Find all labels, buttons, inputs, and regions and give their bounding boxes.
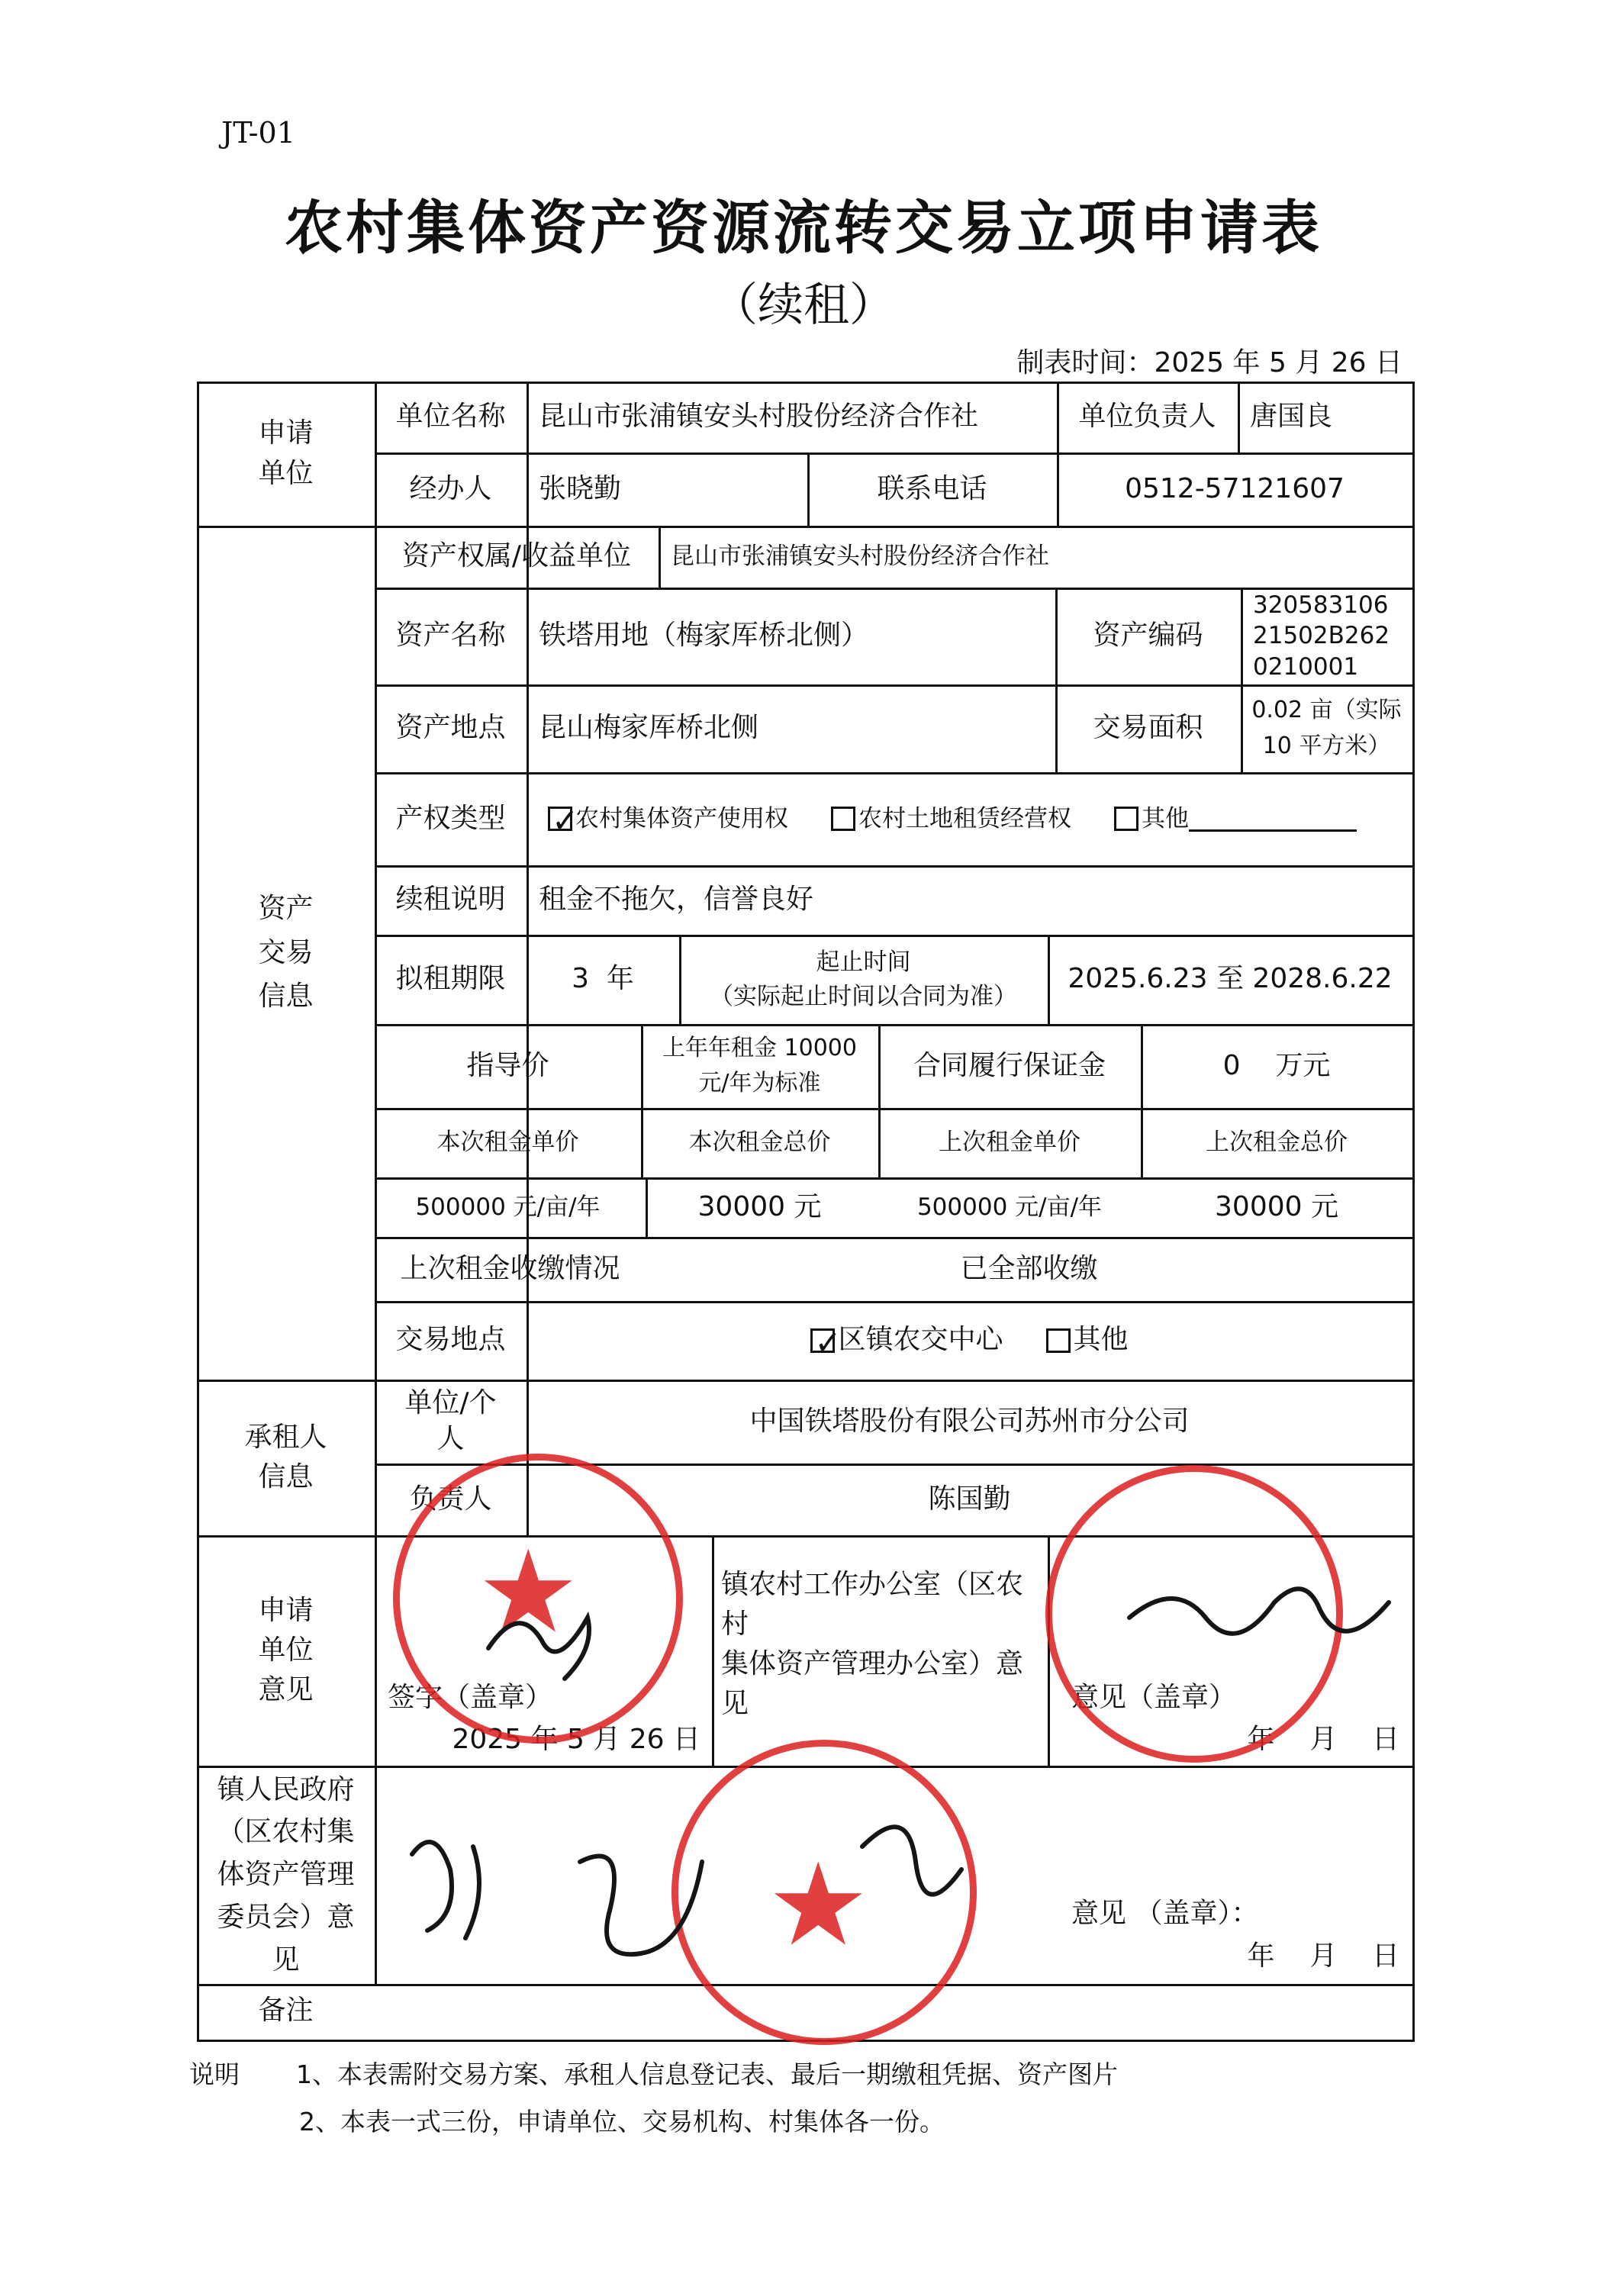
- unit-name-label: 单位名称: [395, 401, 506, 433]
- guide-price-value: 上年年租金 10000 元/年为标准: [662, 1034, 857, 1096]
- asset-code-label: 资产编码: [1093, 620, 1203, 652]
- government-sign-date: 年 月 日: [1247, 1940, 1399, 1972]
- previous-total-price-header: 上次租金总价: [1206, 1129, 1348, 1157]
- note-line-1: 1、本表需附交易方案、承租人信息登记表、最后一期缴租凭据、资产图片: [296, 2059, 1118, 2089]
- asset-name-label: 资产名称: [395, 620, 506, 652]
- area-label: 交易面积: [1093, 712, 1203, 744]
- phone-label: 联系电话: [877, 472, 987, 504]
- owner-value: 昆山市张浦镇安头村股份经济合作社: [671, 543, 1049, 571]
- government-section-label: 镇人民政府 （区农村集 体资产管理 委员会）意 见: [217, 1773, 355, 1976]
- note-line-2: 2、本表一式三份，申请单位、交易机构、村集体各一份。: [299, 2107, 945, 2137]
- checkbox-district-center[interactable]: [810, 1328, 835, 1353]
- village-stamp-star-icon: ★: [477, 1526, 580, 1659]
- asset-name-value: 铁塔用地（梅家厍桥北侧）: [539, 620, 869, 652]
- made-date-value: 2025 年 5 月 26 日: [1154, 347, 1403, 378]
- unit-name-value: 昆山市张浦镇安头村股份经济合作社: [539, 401, 979, 433]
- area-value: 0.02 亩（实际 10 平方米）: [1251, 697, 1402, 759]
- asset-section-label: 资产 交易 信息: [258, 893, 314, 1013]
- handler-label: 经办人: [409, 472, 492, 504]
- renew-value: 租金不拖欠，信誉良好: [539, 884, 814, 916]
- government-stamp-star-icon: ★: [767, 1839, 870, 1972]
- made-date-label: 制表时间：: [1016, 347, 1155, 378]
- paid-status-value: 已全部收缴: [960, 1252, 1098, 1284]
- lessee-section-label: 承租人 信息: [244, 1421, 327, 1493]
- period-value: 2025.6.23 至 2028.6.22: [1068, 963, 1393, 995]
- page-subtitle: （续租）: [712, 279, 895, 332]
- paid-status-label: 上次租金收缴情况: [400, 1252, 620, 1284]
- asset-location-label: 资产地点: [395, 712, 506, 744]
- previous-unit-price-header: 上次租金单价: [939, 1129, 1080, 1157]
- guide-price-label: 指导价: [466, 1049, 549, 1081]
- lessee-person-label: 负责人: [409, 1483, 492, 1515]
- deposit-value: 0 万元: [1222, 1049, 1331, 1081]
- document-code: JT-01: [221, 116, 295, 150]
- period-label: 起止时间 （实际起止时间以合同为准）: [710, 948, 1017, 1010]
- leader-label: 单位负责人: [1078, 401, 1216, 433]
- town-office-stamp-circle: [1045, 1465, 1343, 1763]
- checkbox-land-lease-right[interactable]: [831, 807, 855, 831]
- option-district-center: 区镇农交中心: [838, 1324, 1003, 1356]
- handler-value: 张晓勤: [539, 472, 622, 504]
- option-venue-other: 其他: [1073, 1324, 1129, 1356]
- current-unit-price-header: 本次租金单价: [436, 1129, 579, 1157]
- right-type-options: [527, 772, 1412, 865]
- opinion-section-label: 申请 单位 意见: [258, 1594, 314, 1706]
- deposit-label: 合同履行保证金: [913, 1049, 1106, 1081]
- current-total-price-value: 30000 元: [697, 1190, 822, 1222]
- term-label: 拟租期限: [395, 963, 506, 995]
- current-unit-price-value: 500000 元/亩/年: [415, 1193, 601, 1221]
- venue-options: [527, 1301, 1412, 1380]
- notes: [189, 2051, 1118, 2146]
- current-total-price-header: 本次租金总价: [688, 1129, 831, 1157]
- asset-code-value: 320583106 21502B262 0210001: [1253, 591, 1390, 681]
- checkbox-venue-other[interactable]: [1046, 1328, 1071, 1353]
- term-value: 3 年: [572, 963, 634, 995]
- asset-location-value: 昆山梅家厍桥北侧: [539, 712, 759, 744]
- office-sign-label: 意见（盖章）: [1071, 1681, 1237, 1713]
- phone-value: 0512-57121607: [1125, 472, 1345, 504]
- checkbox-other-right[interactable]: [1114, 807, 1138, 831]
- applicant-sign-date: 2025 年 5 月 26 日: [452, 1723, 700, 1755]
- option-collective-use-right: 农村集体资产使用权: [575, 804, 788, 832]
- government-sign-label: 意见 （盖章）：: [1071, 1897, 1259, 1929]
- page-title: 农村集体资产资源流转交易立项申请表: [285, 194, 1322, 262]
- checkbox-collective-use-right[interactable]: [548, 807, 572, 831]
- office-sign-date: 年 月 日: [1247, 1723, 1399, 1755]
- remarks-label: 备注: [258, 1994, 314, 2026]
- other-blank-line: [1189, 807, 1357, 832]
- notes-label: 说明: [189, 2059, 240, 2089]
- previous-total-price-value: 30000 元: [1215, 1190, 1338, 1222]
- leader-value: 唐国良: [1250, 401, 1333, 433]
- renew-label: 续租说明: [395, 884, 506, 916]
- made-date: [1016, 341, 1403, 380]
- venue-label: 交易地点: [395, 1324, 506, 1356]
- lessee-unit-value: 中国铁塔股份有限公司苏州市分公司: [749, 1405, 1190, 1437]
- owner-label: 资产权属/收益单位: [401, 540, 632, 572]
- option-other-right: 其他: [1142, 804, 1189, 832]
- applicant-section-label: 申请 单位: [258, 417, 314, 489]
- option-land-lease-right: 农村土地租赁经营权: [858, 804, 1071, 832]
- right-type-label: 产权类型: [395, 802, 506, 834]
- previous-unit-price-value: 500000 元/亩/年: [916, 1193, 1103, 1221]
- lessee-unit-label: 单位/个 人: [404, 1387, 497, 1454]
- office-opinion-label: 镇农村工作办公室（区农村 集体资产管理办公室）意见: [721, 1568, 1024, 1720]
- lessee-person-value: 陈国勤: [928, 1483, 1011, 1515]
- applicant-sign-label: 签字（盖章）: [388, 1681, 553, 1713]
